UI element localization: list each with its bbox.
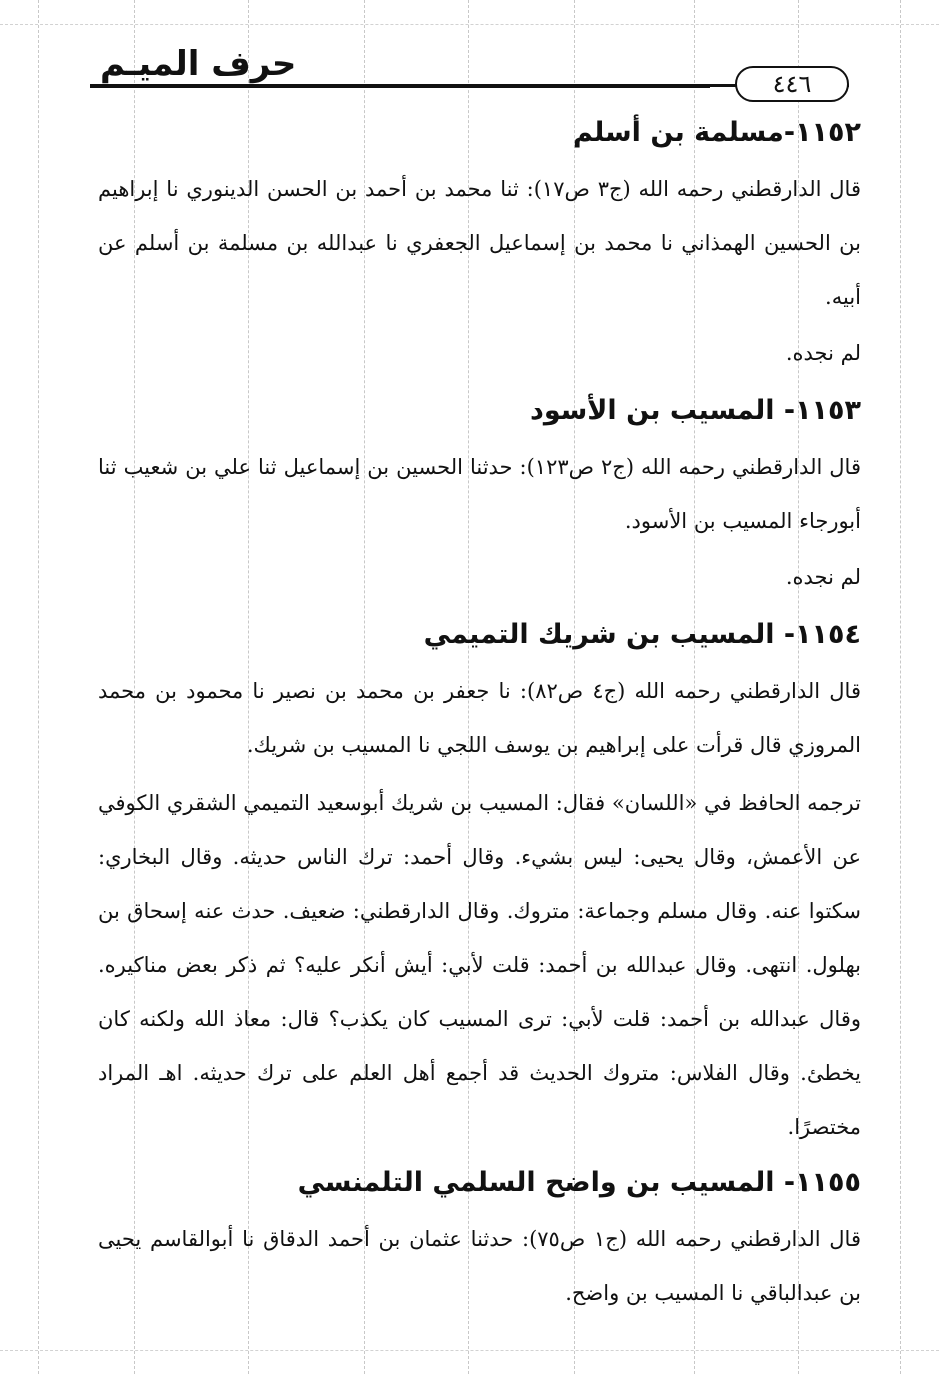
entry-heading: ١١٥٢-مسلمة بن أسلم (572, 117, 861, 148)
chapter-title: حرف الميـم (100, 44, 297, 84)
guide-line (0, 1350, 939, 1351)
guide-line (38, 0, 39, 1374)
entry-1152 (98, 108, 861, 378)
entry-1153 (98, 386, 861, 602)
paragraph: قال الدارقطني رحمه الله (ج٣ ص١٧): ثنا محمد بن أحمد بن الحسن الدينوري نا إبراهيم بن الحسين الهمذاني نا محمد بن إسماعيل الجعفري نا عبدالله بن مسلمة بن أسلم عن أبيه. (98, 177, 861, 309)
guide-line (900, 0, 901, 1374)
paragraph: ترجمه الحافظ في «اللسان» فقال: المسيب بن شريك أبوسعيد التميمي الشقري الكوفي عن الأعمش، وقال يحيى: ليس بشيء. وقال أحمد: ترك الناس حديثه. وقال البخاري: سكتوا عنه. وقال مسلم وجماعة: متروك. وقال الدارقطني: ضعيف. حدث عنه إسحاق بن بهلول. انتهى. وقال عبدالله بن أحمد: قلت لأبي: أيش أنكر عليه؟ ثم ذكر بعض مناكيره. وقال عبدالله بن أحمد: قلت لأبي: ترى المسيب كان يكذب؟ قال: معاذ الله ولكنه كان يخطئ. وقال الفلاس: متروك الحديث قد أجمع أهل العلم على ترك حديثه. اهـ المراد مختصرًا. (98, 791, 861, 1139)
entry-heading: ١١٥٤- المسيب بن شريك التميمي (423, 619, 861, 650)
note: لم نجده. (785, 565, 861, 589)
entry-heading: ١١٥٥- المسيب بن واضح السلمي التلمنسي (297, 1167, 861, 1198)
page-header (90, 40, 849, 98)
paragraph: قال الدارقطني رحمه الله (ج١ ص٧٥): حدثنا عثمان بن أحمد الدقاق نا أبوالقاسم يحيى بن عبدالباقي نا المسيب بن واضح. (98, 1227, 861, 1305)
paragraph: قال الدارقطني رحمه الله (ج٢ ص١٢٣): حدثنا الحسين بن إسماعيل ثنا علي بن شعيب ثنا أبورجاء المسيب بن الأسود. (98, 455, 861, 533)
page-body (98, 108, 861, 1324)
guide-line (0, 24, 939, 25)
header-rule (90, 84, 710, 88)
entry-heading: ١١٥٣- المسيب بن الأسود (529, 395, 861, 426)
page-number: ٤٤٦ (735, 66, 849, 102)
entry-1154 (98, 610, 861, 1154)
entry-1155 (98, 1158, 861, 1320)
note: لم نجده. (785, 341, 861, 365)
paragraph: قال الدارقطني رحمه الله (ج٤ ص٨٢): نا جعفر بن محمد بن نصير نا محمود بن محمد المروزي قال قرأت على إبراهيم بن يوسف اللجي نا المسيب بن شريك. (98, 679, 861, 757)
